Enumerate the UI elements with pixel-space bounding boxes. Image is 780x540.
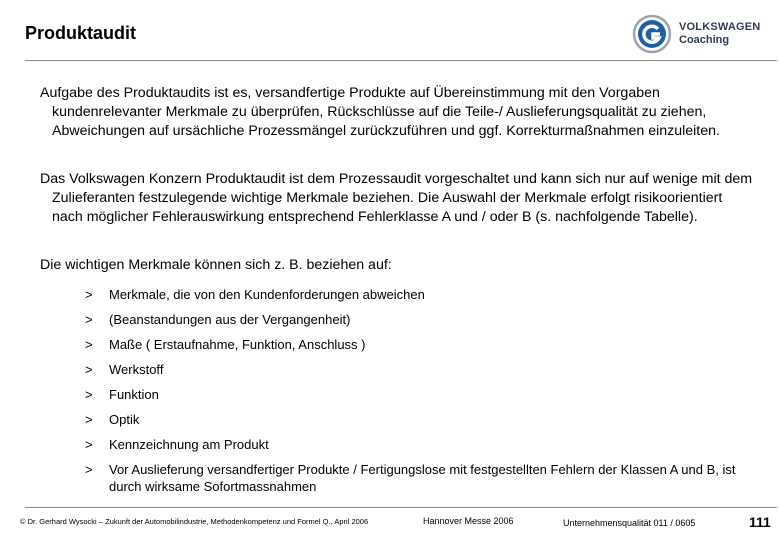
footer-event: Hannover Messe 2006 [423,516,514,526]
bullet-marker: > [85,312,93,327]
bullet-marker: > [85,287,93,302]
list-item-text: Merkmale, die von den Kundenforderungen abweichen [109,287,425,302]
logo-brand-text: VOLKSWAGEN [679,21,761,33]
list-item-text: Kennzeichnung am Produkt [109,437,269,452]
list-item-text: Vor Auslieferung versandfertiger Produkte / Fertigungslose mit festgestellten Fehlern der Klassen A und B, ist durch wirksame Sofortmassnahmen [109,462,736,494]
list-item-text: Funktion [109,387,159,402]
logo-sub-text: Coaching [679,34,730,46]
list-item-text: Werkstoff [109,362,164,377]
volkswagen-coaching-logo [632,14,767,54]
bullet-marker: > [85,462,93,477]
footer-divider [25,507,777,508]
vw-coaching-emblem-icon [632,14,672,54]
list-item-text: Optik [109,412,140,427]
bullet-marker: > [85,387,93,402]
footer-copyright: © Dr. Gerhard Wysocki – Zukunft der Automobilindustrie, Methodenkompetenz und Formel Q., April 2006 [20,517,369,526]
footer-document-id: Unternehmensqualität 011 / 0605 [563,518,696,528]
bullet-marker: > [85,412,93,427]
list-item-text: Maße ( Erstaufnahme, Funktion, Anschluss ) [109,337,366,352]
header-divider [25,60,777,61]
page-number: 111 [749,514,771,530]
list-item-text: (Beanstandungen aus der Vergangenheit) [109,312,351,327]
intro-paragraph: Aufgabe des Produktaudits ist es, versandfertige Produkte auf Übereinstimmung mit den Vorgaben kundenrelevanter Merkmale zu überprüfen, Rückschlüsse auf die Teile-/ Auslieferungsqualität zu ziehen, Abweichungen auf ursächliche Prozessmängel zurückzuführen und ggf. Korrekturmaßnahmen einzuleiten. [40,85,720,139]
konzern-paragraph: Das Volkswagen Konzern Produktaudit ist dem Prozessaudit vorgeschaltet und kann sich nur auf wenige mit dem Zulieferanten festzulegende wichtige Merkmale beziehen. Die Auswahl der Merkmale erfolgt risikoorientiert nach möglicher Fehlerauswirkung entsprechend Fehlerklasse A und / oder B (s. nachfolgende Tabelle). [40,171,753,225]
merkmale-lead-paragraph: Die wichtigen Merkmale können sich z. B. beziehen auf: [40,257,392,273]
bullet-marker: > [85,362,93,377]
bullet-marker: > [85,337,93,352]
bullet-marker: > [85,437,93,452]
page-title: Produktaudit [25,23,136,43]
